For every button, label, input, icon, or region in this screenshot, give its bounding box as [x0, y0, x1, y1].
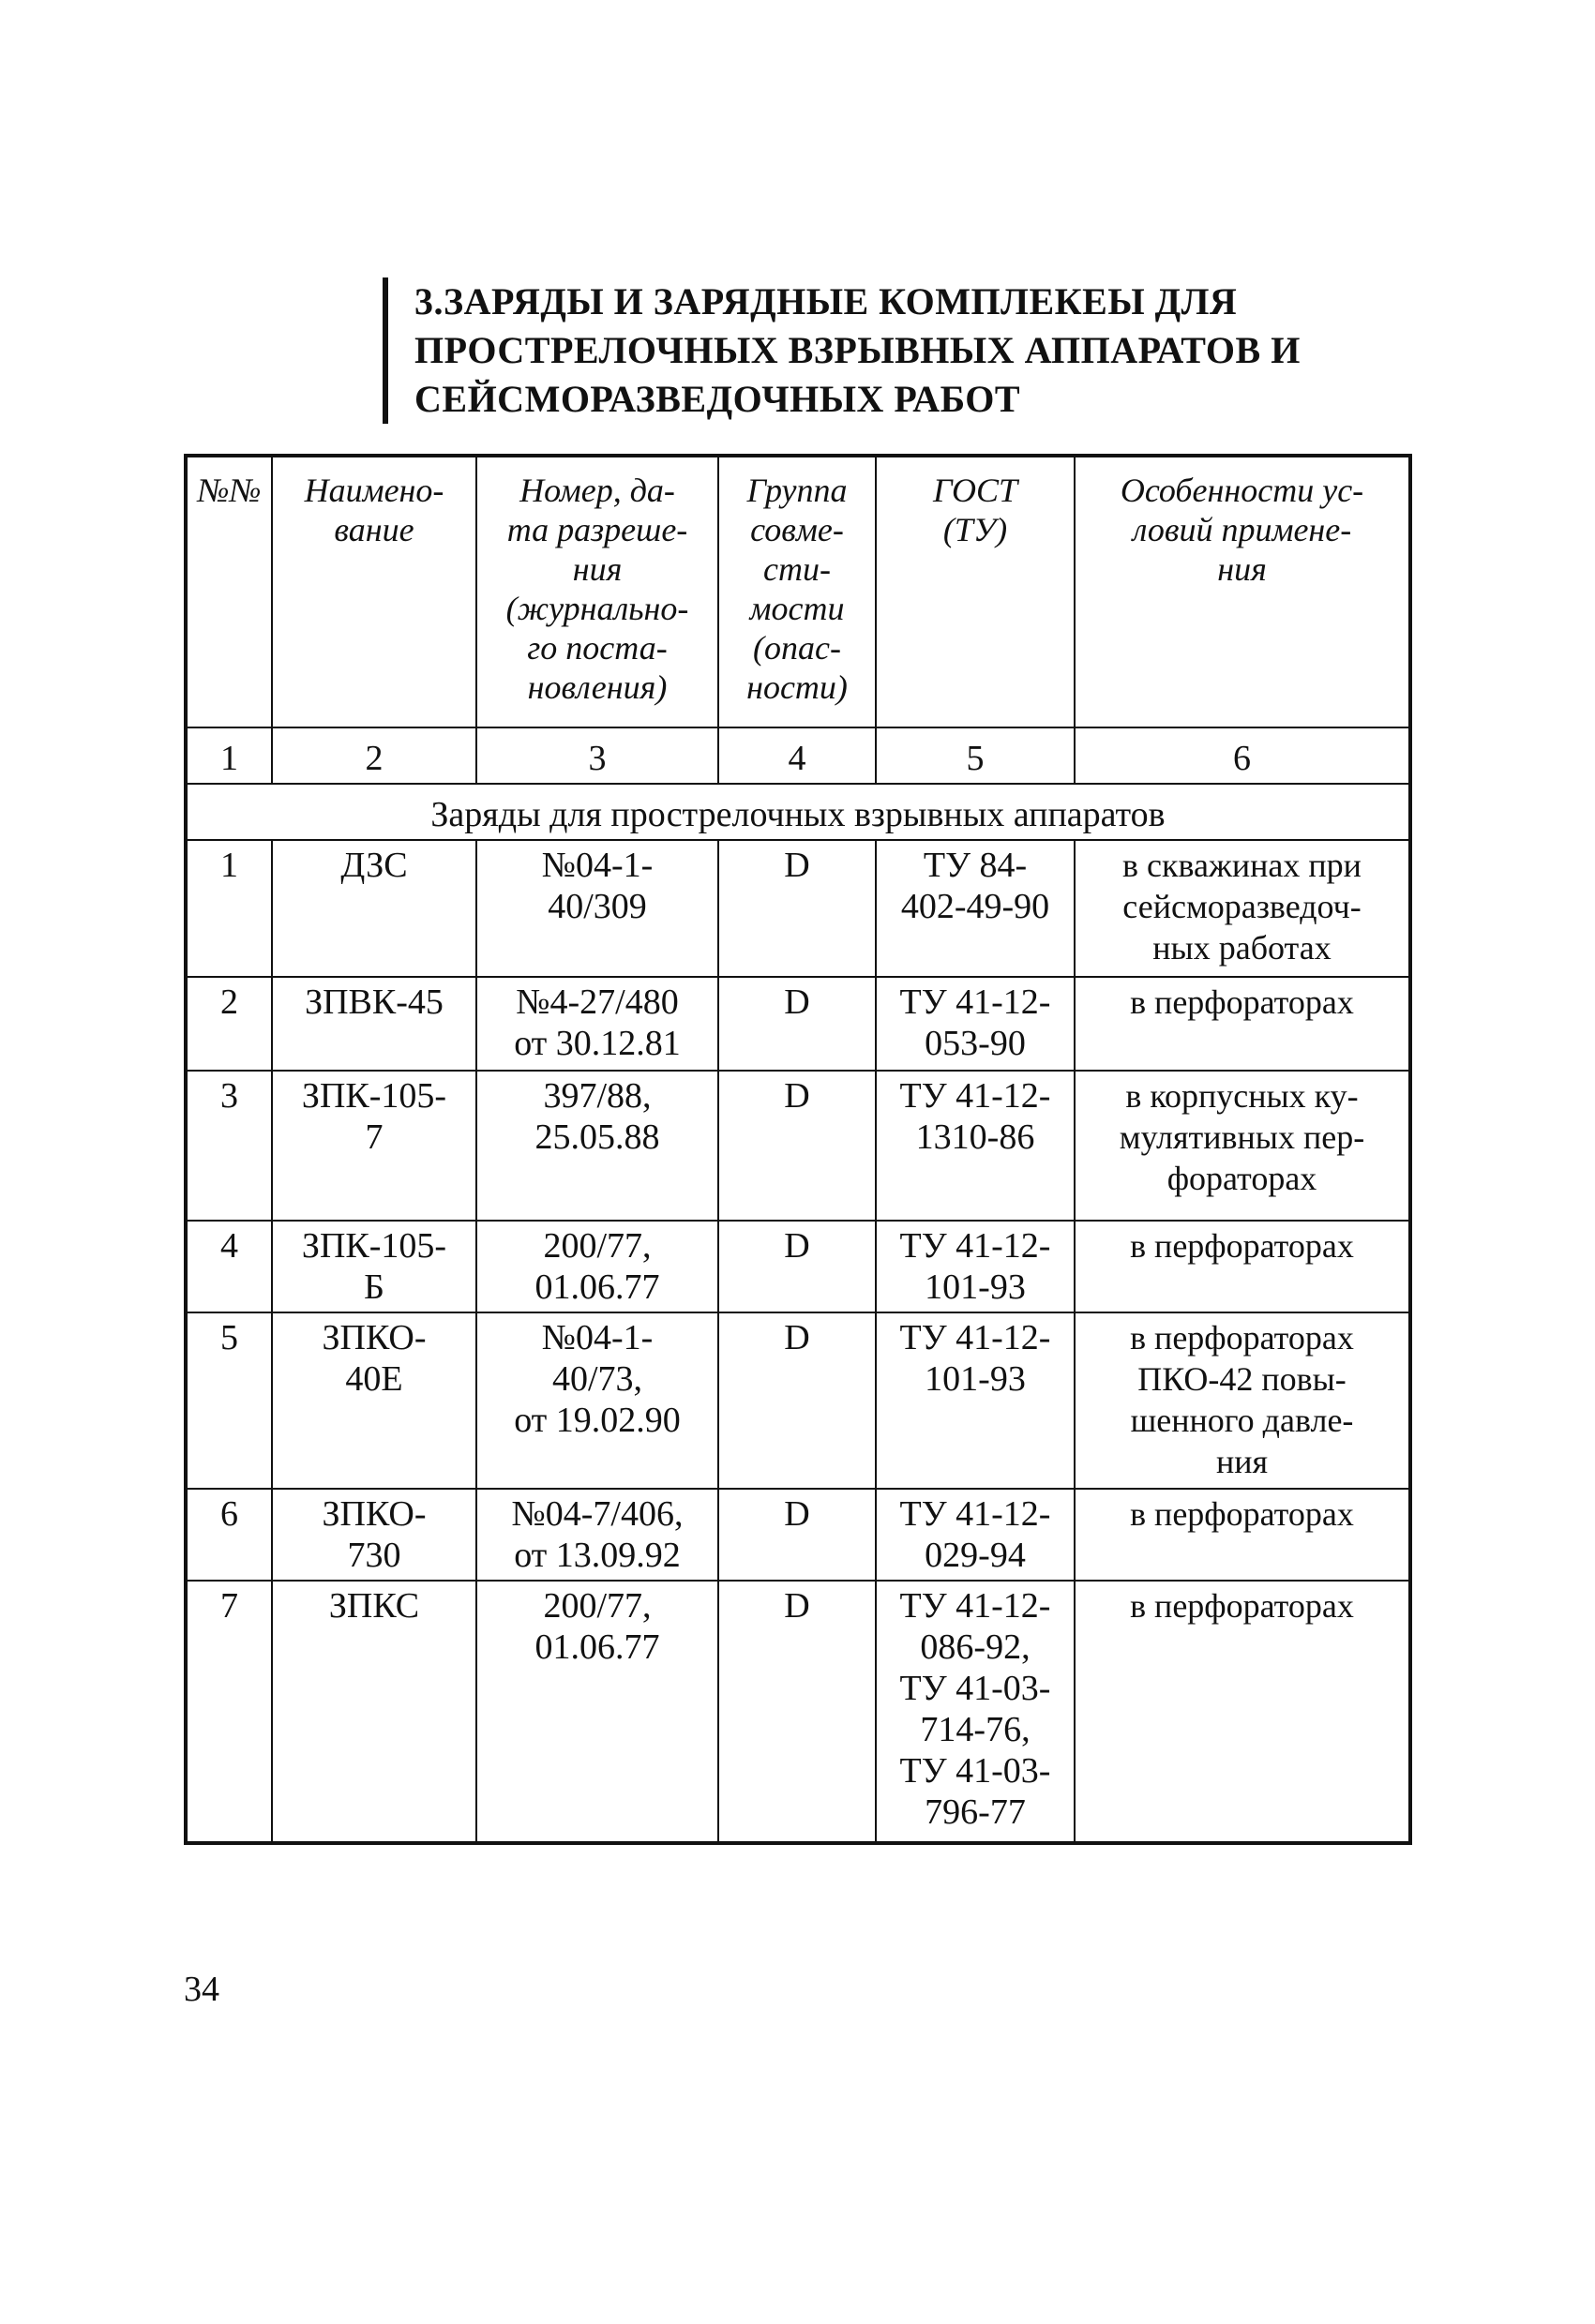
permit-number — [476, 977, 718, 1071]
cell-line: №04-7/406, — [511, 1494, 684, 1534]
cell-line: №04-1- — [541, 846, 654, 885]
charge-name — [272, 1312, 476, 1489]
permit-number — [476, 1071, 718, 1221]
charge-name — [272, 1221, 476, 1312]
cell-line: в перфораторах — [1130, 983, 1354, 1021]
cell-line: ловий примене- — [1132, 511, 1352, 548]
cell-line: мости — [749, 590, 845, 627]
compatibility-group: D — [718, 1581, 876, 1843]
cell-line: 029-94 — [925, 1536, 1026, 1575]
section-row — [186, 784, 1410, 840]
cell-line: 25.05.88 — [534, 1117, 660, 1157]
cell-line: ПКО-42 повы- — [1137, 1360, 1347, 1398]
cell-line: 053-90 — [925, 1024, 1026, 1063]
table-row — [186, 840, 1410, 977]
permit-number — [476, 1312, 718, 1489]
page-number: 34 — [184, 1970, 219, 2009]
usage-notes — [1075, 1071, 1410, 1221]
cell-line: ности) — [746, 668, 848, 706]
cell-line: 7 — [365, 1117, 384, 1157]
cell-line: Б — [364, 1267, 384, 1307]
charge-name — [272, 1071, 476, 1221]
cell-line: ЗПКО- — [322, 1318, 427, 1357]
cell-line: от 13.09.92 — [514, 1536, 681, 1575]
table-row — [186, 977, 1410, 1071]
row-number: 1 — [186, 840, 272, 977]
usage-notes — [1075, 1489, 1410, 1581]
cell-line: ЗПК-105- — [301, 1076, 447, 1116]
row-number: 6 — [186, 1489, 272, 1581]
cell-line: 730 — [347, 1536, 401, 1575]
cell-line: Наимено- — [304, 472, 444, 509]
gost-spec — [876, 1489, 1075, 1581]
gost-spec — [876, 1312, 1075, 1489]
cell-line: ДЗС — [340, 846, 408, 885]
cell-line: совме- — [750, 511, 844, 548]
cell-line: ТУ 84- — [923, 846, 1028, 885]
charge-name — [272, 977, 476, 1071]
cell-line: 101-93 — [925, 1359, 1026, 1399]
usage-notes — [1075, 840, 1410, 977]
column-number: 3 — [476, 727, 718, 784]
cell-line: ния — [572, 550, 623, 588]
compatibility-group: D — [718, 1312, 876, 1489]
row-number: 7 — [186, 1581, 272, 1843]
cell-line: ТУ 41-12- — [899, 1076, 1051, 1116]
usage-notes — [1075, 1581, 1410, 1843]
cell-line: Номер, да- — [519, 472, 675, 509]
cell-line: №04-1- — [541, 1318, 654, 1357]
column-number: 4 — [718, 727, 876, 784]
table-row — [186, 1221, 1410, 1312]
cell-line: 40Е — [345, 1359, 403, 1399]
cell-line: 714-76, — [920, 1710, 1031, 1749]
cell-line: мулятивных пер- — [1119, 1118, 1365, 1156]
cell-line: 402-49-90 — [900, 887, 1050, 926]
cell-line: ГОСТ — [932, 472, 1018, 509]
gost-spec — [876, 1071, 1075, 1221]
cell-line: (опас- — [753, 629, 841, 667]
gost-spec — [876, 1581, 1075, 1843]
header-cell — [476, 456, 718, 727]
table-row — [186, 1489, 1410, 1581]
compatibility-group: D — [718, 977, 876, 1071]
cell-line: ТУ 41-12- — [899, 1494, 1051, 1534]
cell-line: 796-77 — [925, 1792, 1026, 1832]
cell-line: 01.06.77 — [534, 1627, 660, 1667]
usage-notes — [1075, 1221, 1410, 1312]
cell-line: ТУ 41-03- — [899, 1669, 1051, 1708]
section-heading: Заряды для прострелочных взрывных аппаратов — [186, 784, 1410, 840]
gost-spec — [876, 1221, 1075, 1312]
cell-line: ЗПКО- — [322, 1494, 427, 1534]
row-number: 2 — [186, 977, 272, 1071]
gost-spec — [876, 840, 1075, 977]
cell-line: №№ — [197, 472, 262, 509]
charge-name — [272, 840, 476, 977]
cell-line: та разреше- — [506, 511, 688, 548]
gost-spec — [876, 977, 1075, 1071]
cell-line: от 19.02.90 — [514, 1401, 681, 1440]
cell-line: фораторах — [1166, 1160, 1317, 1197]
cell-line: ных работах — [1152, 929, 1332, 967]
permit-number — [476, 1581, 718, 1843]
header-cell — [186, 456, 272, 727]
column-number: 6 — [1075, 727, 1410, 784]
charges-table — [184, 454, 1412, 1845]
cell-line: 397/88, — [543, 1076, 652, 1116]
permit-number — [476, 840, 718, 977]
cell-line: (журнально- — [505, 590, 689, 627]
column-number-row — [186, 727, 1410, 784]
compatibility-group: D — [718, 840, 876, 977]
cell-line: новления) — [527, 668, 668, 706]
cell-line: №4-27/480 — [516, 982, 679, 1022]
cell-line: 40/309 — [548, 887, 647, 926]
cell-line: 200/77, — [543, 1226, 652, 1266]
cell-line: (ТУ) — [942, 511, 1008, 548]
charge-name — [272, 1489, 476, 1581]
usage-notes — [1075, 977, 1410, 1071]
cell-line: сти- — [763, 550, 831, 588]
charge-name — [272, 1581, 476, 1843]
column-number: 5 — [876, 727, 1075, 784]
header-cell — [876, 456, 1075, 727]
cell-line: 101-93 — [925, 1267, 1026, 1307]
compatibility-group: D — [718, 1489, 876, 1581]
title-line-3: СЕЙСМОРАЗВЕДОЧНЫХ РАБОТ — [414, 378, 1021, 420]
cell-line: ЗПВК-45 — [305, 982, 444, 1022]
column-number: 2 — [272, 727, 476, 784]
cell-line: ЗПК-105- — [301, 1226, 447, 1266]
cell-line: ТУ 41-12- — [899, 1586, 1051, 1626]
cell-line: в перфораторах — [1130, 1319, 1354, 1357]
cell-line: 40/73, — [551, 1359, 643, 1399]
cell-line: в корпусных ку- — [1125, 1077, 1359, 1115]
cell-line: 01.06.77 — [534, 1267, 660, 1307]
cell-line: ТУ 41-03- — [899, 1751, 1051, 1791]
table-row — [186, 1312, 1410, 1489]
cell-line: в перфораторах — [1130, 1587, 1354, 1625]
cell-line: Особенности ус- — [1120, 472, 1364, 509]
cell-line: ТУ 41-12- — [899, 1226, 1051, 1266]
cell-line: шенного давле- — [1130, 1402, 1354, 1439]
cell-line: в скважинах при — [1122, 847, 1362, 884]
compatibility-group: D — [718, 1221, 876, 1312]
header-cell — [718, 456, 876, 727]
cell-line: от 30.12.81 — [514, 1024, 681, 1063]
cell-line: ТУ 41-12- — [899, 982, 1051, 1022]
title-line-1: 3.ЗАРЯДЫ И ЗАРЯДНЫЕ КОМПЛЕКЕЫ ДЛЯ — [414, 280, 1238, 322]
cell-line: ния — [1217, 550, 1267, 588]
cell-line: вание — [334, 511, 414, 548]
cell-line: 200/77, — [543, 1586, 652, 1626]
cell-line: ТУ 41-12- — [899, 1318, 1051, 1357]
header-cell — [1075, 456, 1410, 727]
cell-line: сейсморазведоч- — [1122, 888, 1362, 925]
cell-line: 1310-86 — [915, 1117, 1035, 1157]
cell-line: ния — [1215, 1443, 1269, 1480]
header-row — [186, 456, 1410, 727]
usage-notes — [1075, 1312, 1410, 1489]
cell-line: ЗПКС — [328, 1586, 420, 1626]
title-line-2: ПРОСТРЕЛОЧНЫХ ВЗРЫВНЫХ АППАРАТОВ И — [414, 329, 1301, 371]
column-number: 1 — [186, 727, 272, 784]
row-number: 3 — [186, 1071, 272, 1221]
cell-line: в перфораторах — [1130, 1227, 1354, 1265]
compatibility-group: D — [718, 1071, 876, 1221]
cell-line: в перфораторах — [1130, 1495, 1354, 1533]
section-title — [383, 277, 1483, 424]
row-number: 5 — [186, 1312, 272, 1489]
permit-number — [476, 1221, 718, 1312]
cell-line: Группа — [746, 472, 848, 509]
cell-line: го поста- — [527, 629, 668, 667]
permit-number — [476, 1489, 718, 1581]
table-row — [186, 1581, 1410, 1843]
header-cell — [272, 456, 476, 727]
table-row — [186, 1071, 1410, 1221]
cell-line: 086-92, — [920, 1627, 1031, 1667]
row-number: 4 — [186, 1221, 272, 1312]
